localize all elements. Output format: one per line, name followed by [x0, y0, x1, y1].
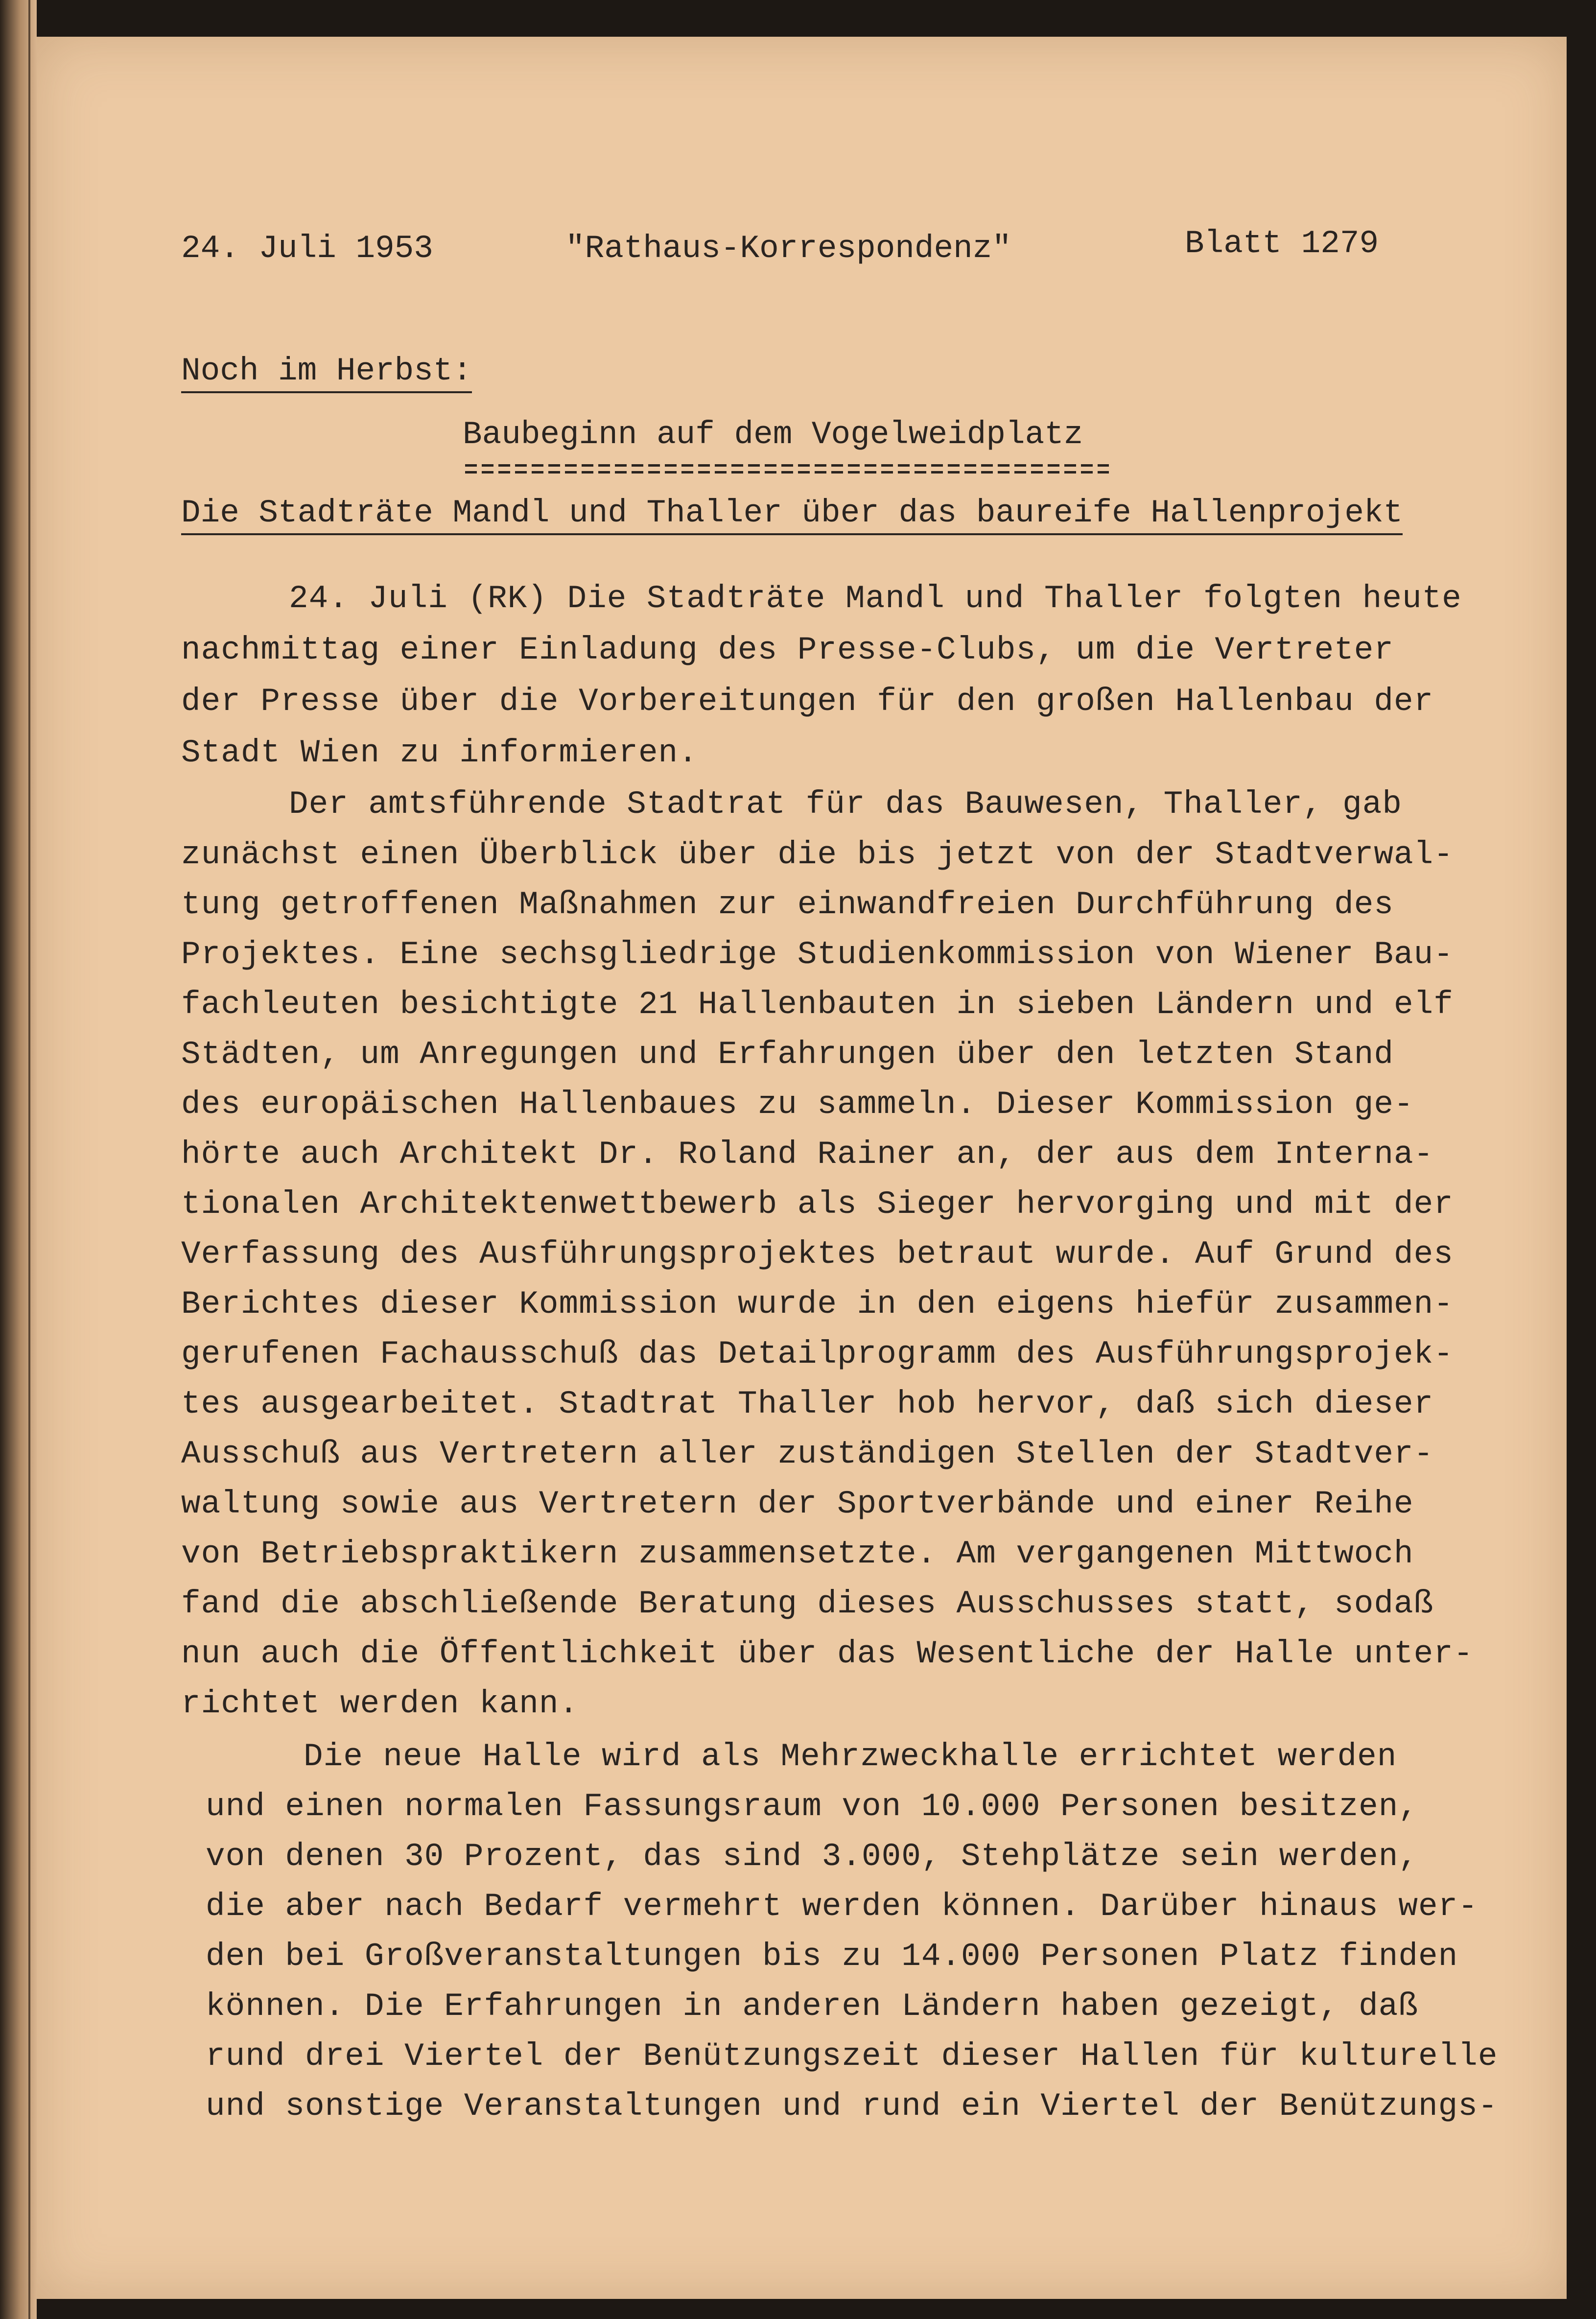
text-line: fachleuten besichtigte 21 Hallenbauten in sieben Ländern und elf	[181, 986, 1454, 1023]
text-line: von denen 30 Prozent, das sind 3.000, Stehplätze sein werden,	[206, 1838, 1418, 1875]
book-spine	[0, 0, 37, 2319]
text-line: Berichtes dieser Kommission wurde in den eigens hiefür zusammen-	[181, 1286, 1454, 1323]
text-line: können. Die Erfahrungen in anderen Ländern haben gezeigt, daß	[206, 1988, 1418, 2025]
text-line: Städten, um Anregungen und Erfahrungen über den letzten Stand	[181, 1036, 1394, 1073]
text-line: den bei Großveranstaltungen bis zu 14.000 Personen Platz finden	[206, 1938, 1458, 1975]
text-line: Ausschuß aus Vertretern aller zuständigen Stellen der Stadtver-	[181, 1436, 1434, 1472]
header-sheet: Blatt 1279	[1185, 225, 1379, 262]
text-line: des europäischen Hallenbaues zu sammeln. Dieser Kommission ge-	[181, 1086, 1414, 1123]
text-line: rund drei Viertel der Benützungszeit dieser Hallen für kulturelle	[206, 2038, 1498, 2075]
text-line: Verfassung des Ausführungsprojektes betraut wurde. Auf Grund des	[181, 1236, 1454, 1273]
text-line: hörte auch Architekt Dr. Roland Rainer an, der aus dem Interna-	[181, 1136, 1434, 1173]
text-line: tes ausgearbeitet. Stadtrat Thaller hob hervor, daß sich dieser	[181, 1386, 1434, 1422]
text-line: Die neue Halle wird als Mehrzweckhalle errichtet werden	[304, 1738, 1397, 1775]
text-line: Projektes. Eine sechsgliedrige Studienkommission von Wiener Bau-	[181, 936, 1454, 973]
text-line: von Betriebspraktikern zusammensetzte. Am vergangenen Mittwoch	[181, 1536, 1414, 1572]
text-line: tung getroffenen Maßnahmen zur einwandfreien Durchführung des	[181, 886, 1394, 923]
headline: Baubeginn auf dem Vogelweidplatz	[463, 416, 1083, 453]
text-line: richtet werden kann.	[181, 1685, 579, 1722]
text-line: Stadt Wien zu informieren.	[181, 734, 698, 771]
text-line: und einen normalen Fassungsraum von 10.000 Personen besitzen,	[206, 1788, 1418, 1825]
text-line: der Presse über die Vorbereitungen für den großen Hallenbau der	[181, 683, 1434, 720]
kicker: Noch im Herbst:	[181, 353, 472, 393]
text-line: zunächst einen Überblick über die bis jetzt von der Stadtverwal-	[181, 836, 1454, 873]
text-line: 24. Juli (RK) Die Stadträte Mandl und Thaller folgten heute	[289, 580, 1462, 617]
header-publication: "Rathaus-Korrespondenz"	[565, 230, 1011, 267]
headline-double-underline	[465, 464, 1109, 467]
headline-double-underline-2	[465, 471, 1109, 473]
text-line: fand die abschließende Beratung dieses Ausschusses statt, sodaß	[181, 1585, 1434, 1622]
text-line: und sonstige Veranstaltungen und rund ein Viertel der Benützungs-	[206, 2088, 1498, 2125]
binding-edge	[28, 0, 30, 2319]
text-line: gerufenen Fachausschuß das Detailprogramm des Ausführungsprojek-	[181, 1336, 1454, 1372]
text-line: nachmittag einer Einladung des Presse-Clubs, um die Vertreter	[181, 632, 1394, 668]
text-line: die aber nach Bedarf vermehrt werden können. Darüber hinaus wer-	[206, 1888, 1478, 1925]
text-line: waltung sowie aus Vertretern der Sportverbände und einer Reihe	[181, 1486, 1414, 1522]
text-line: nun auch die Öffentlichkeit über das Wesentliche der Halle unter-	[181, 1635, 1474, 1672]
text-line: tionalen Architektenwettbewerb als Sieger hervorging und mit der	[181, 1186, 1454, 1223]
header-date: 24. Juli 1953	[181, 230, 433, 267]
subheadline: Die Stadträte Mandl und Thaller über das baureife Hallenprojekt	[181, 495, 1403, 535]
text-line: Der amtsführende Stadtrat für das Bauwesen, Thaller, gab	[289, 786, 1402, 823]
